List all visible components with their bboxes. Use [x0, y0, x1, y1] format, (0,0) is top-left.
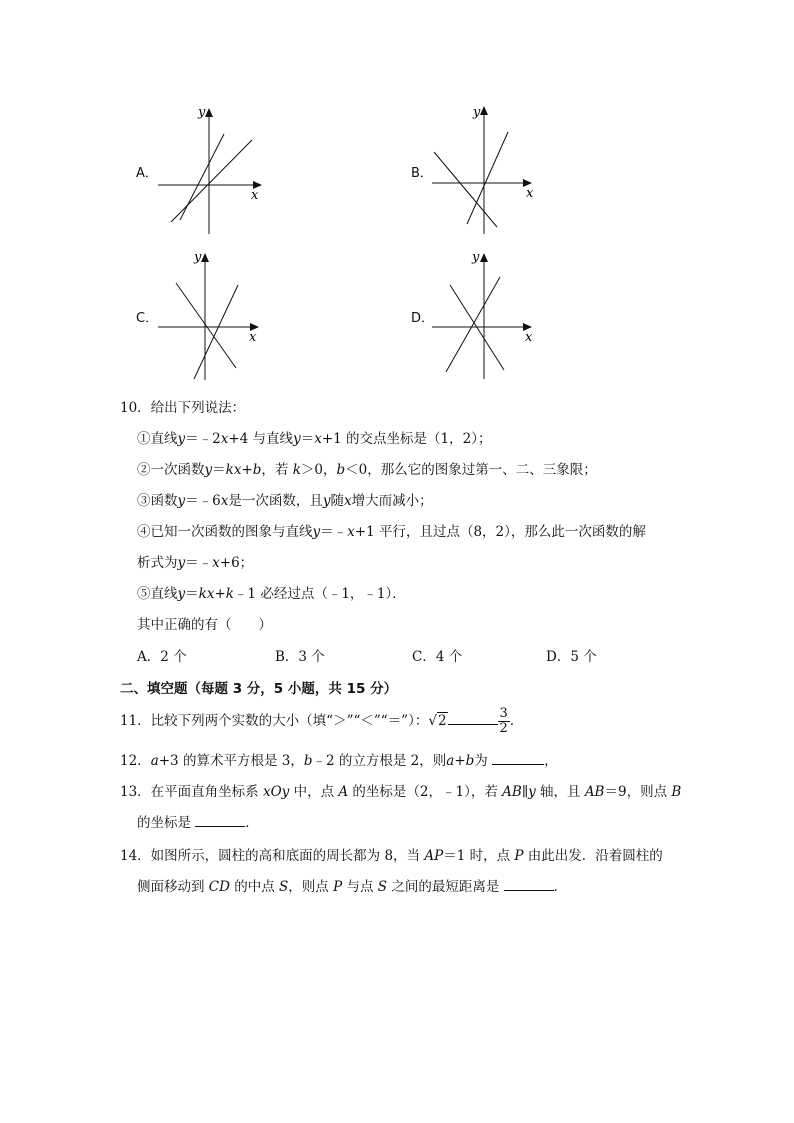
- option-c-graph: [158, 247, 298, 387]
- option-d-graph: [432, 247, 572, 387]
- question-13: 13．在平面直角坐标系 xOy 中，点 A 的坐标是（2，﹣1），若 AB∥y 轴，且 AB＝9，则点 B: [120, 784, 682, 800]
- question-12: 12．a+3 的算术平方根是 3，b﹣2 的立方根是 2，则a+b为 ，: [120, 753, 558, 769]
- statement-5: ⑤直线y＝kx+k﹣1 必经过点（﹣1，﹣1）．: [137, 586, 406, 602]
- option-b-label: B．: [411, 166, 433, 181]
- option-d-label: D．: [411, 311, 435, 326]
- y-axis-label: y: [473, 105, 481, 120]
- choice-c[interactable]: C．4 个: [412, 649, 463, 665]
- x-axis-label: x: [526, 186, 534, 201]
- question-14-continued: 侧面移动到 CD 的中点 S，则点 P 与点 S 之间的最短距离是 ．: [137, 879, 568, 895]
- answer-blank[interactable]: [492, 752, 544, 765]
- statement-4: ④已知一次函数的图象与直线y＝﹣x+1 平行，且过点（8，2），那么此一次函数的解: [137, 524, 646, 540]
- x-axis-label: x: [525, 330, 533, 345]
- statement-4-continued: 析式为y＝﹣x+6；: [137, 555, 254, 571]
- question-13-continued: 的坐标是 ．: [137, 815, 259, 831]
- y-axis-label: y: [472, 250, 480, 265]
- choice-d[interactable]: D．5 个: [546, 649, 597, 665]
- choice-a[interactable]: A．2 个: [137, 649, 187, 665]
- answer-blank[interactable]: [504, 878, 554, 891]
- question-14: 14．如图所示，圆柱的高和底面的周长都为 8，当 AP＝1 时，点 P 由此出发．沿着圆柱的: [120, 848, 663, 864]
- fraction: $\frac{3}{2}$: [499, 706, 508, 736]
- statement-2: ②一次函数y＝kx+b，若 k＞0，b＜0，那么它的图象过第一、二、三象限；: [137, 462, 597, 478]
- option-a-label: A．: [136, 166, 158, 181]
- option-a-graph: [158, 102, 298, 242]
- question-11: 11．比较下列两个实数的大小（填“＞”“＜”“＝”）：√2 $\frac{3}{2}$ ．: [120, 706, 524, 736]
- x-axis-label: x: [249, 330, 257, 345]
- choice-b[interactable]: B．3 个: [275, 649, 325, 665]
- section-heading: 二、填空题（每题 3 分，5 小题，共 15 分）: [120, 681, 398, 697]
- sqrt-expression: √2: [428, 713, 447, 729]
- question-10-prompt: 其中正确的有（ ）: [137, 617, 272, 633]
- answer-blank[interactable]: [195, 814, 245, 827]
- statement-1: ①直线y＝﹣2x+4 与直线y＝x+1 的交点坐标是（1，2）；: [137, 431, 492, 447]
- option-c-label: C．: [136, 311, 159, 326]
- option-b-graph: [432, 102, 572, 242]
- statement-3: ③函数y＝﹣6x是一次函数，且y随x增大而减小；: [137, 493, 433, 509]
- y-axis-label: y: [198, 105, 206, 120]
- x-axis-label: x: [251, 188, 259, 203]
- answer-blank[interactable]: [448, 712, 498, 725]
- question-10-stem: 10．给出下列说法：: [120, 400, 246, 416]
- y-axis-label: y: [194, 250, 202, 265]
